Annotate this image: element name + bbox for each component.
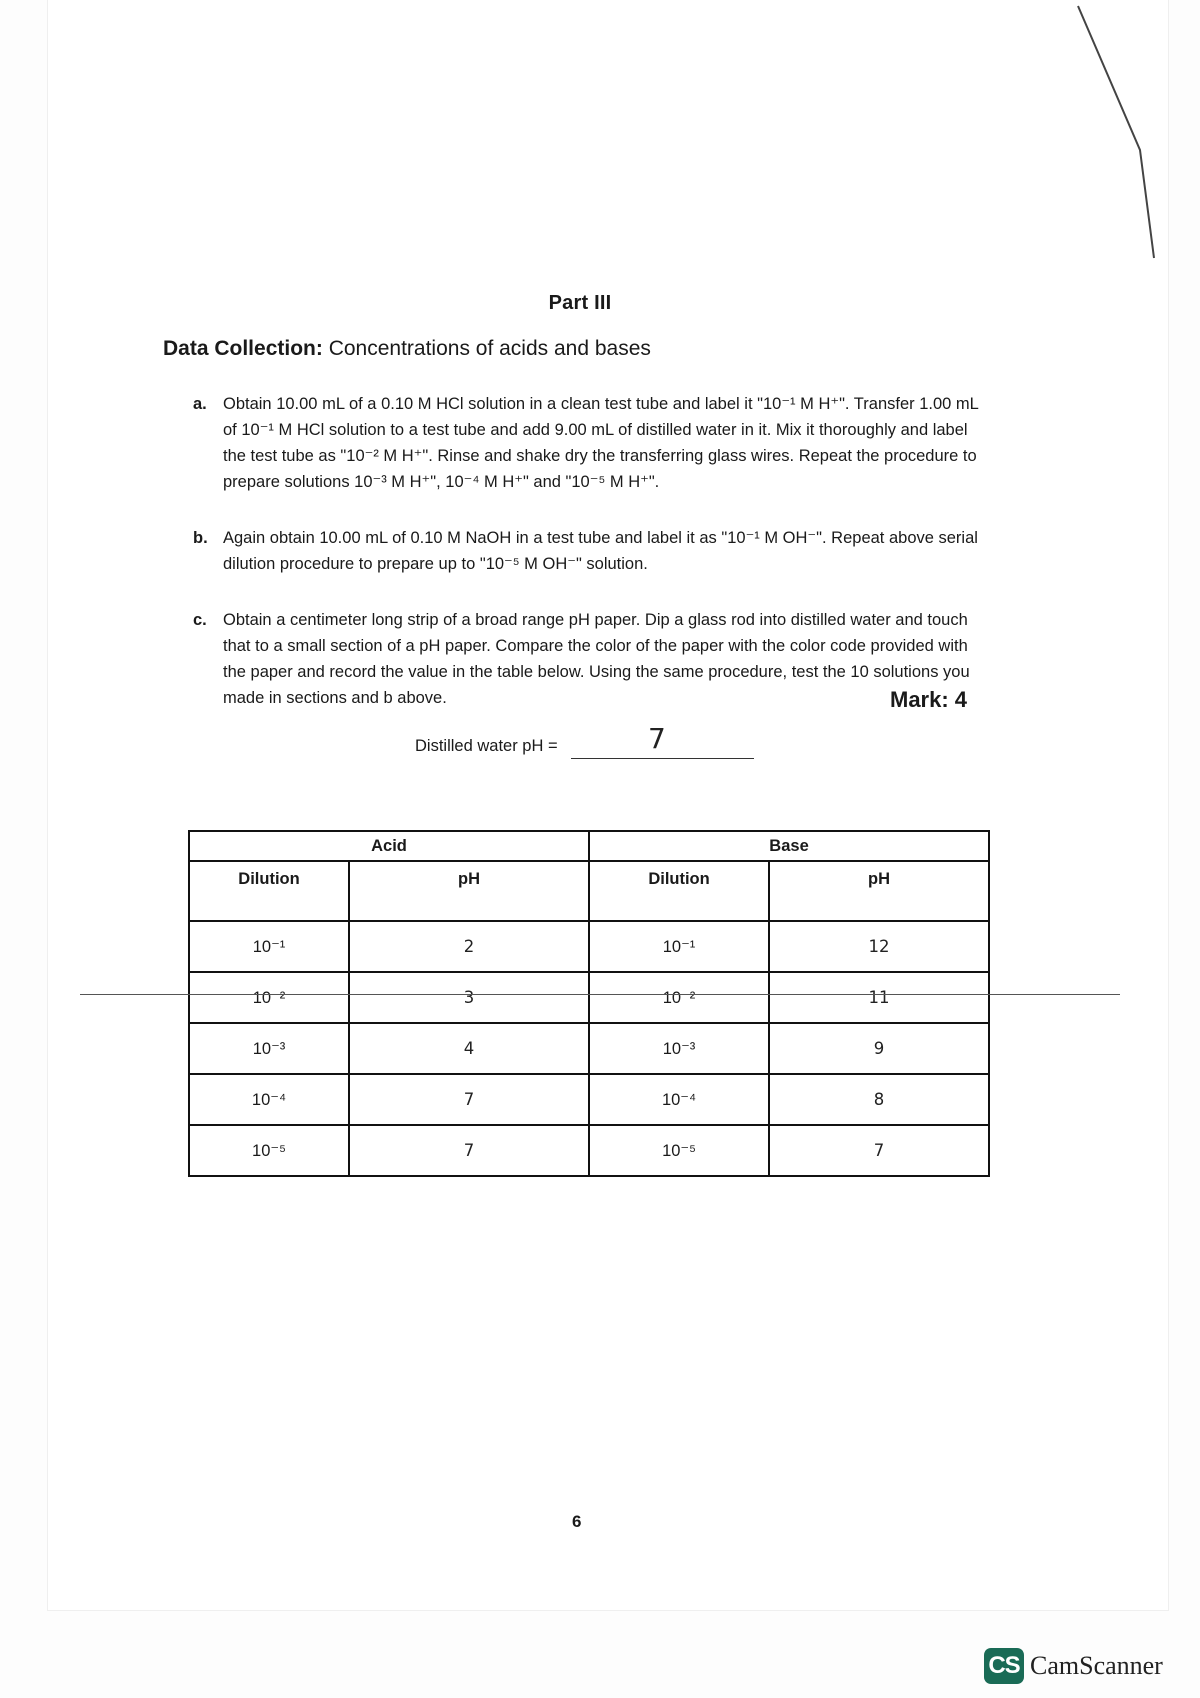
- item-letter: c.: [193, 611, 207, 629]
- acid-ph-cell: 2: [349, 921, 589, 972]
- item-text: Obtain 10.00 mL of a 0.10 M HCl solution in a clean test tube and label it "10⁻¹ M H⁺". Transfer 1.00 mL of 10⁻¹ M HCl solution to a test tube and add 9.00 mL of distilled water in it. Mix it thoroughly and label the test tube as "10⁻² M H⁺". Rinse and shake dry the transferring glass wires. Repeat the procedure to prepare solutions 10⁻³ M H⁺", 10⁻⁴ M H⁺" and "10⁻⁵ M H⁺".: [223, 395, 979, 491]
- ph-results-table: [188, 830, 990, 1177]
- answer-underline: [571, 758, 754, 759]
- mark-label: Mark: 4: [890, 687, 968, 712]
- acid-dilution-cell: 10⁻³: [189, 1023, 349, 1074]
- table-row: [189, 972, 989, 1023]
- table-row: [189, 1023, 989, 1074]
- acid-ph-cell: 4: [349, 1023, 589, 1074]
- distilled-water-ph-value: 7: [648, 722, 666, 755]
- base-dilution-cell: 10⁻⁵: [589, 1125, 769, 1176]
- base-ph-cell: 12: [769, 921, 989, 972]
- scanned-page: [48, 0, 1168, 1610]
- base-dilution-cell: 10⁻²: [589, 972, 769, 1023]
- acid-dilution-cell: 10⁻¹: [189, 921, 349, 972]
- page-number: 6: [572, 1512, 582, 1531]
- acid-group-header: Acid: [189, 831, 589, 861]
- acid-ph-cell: 3: [349, 972, 589, 1023]
- acid-dilution-cell: 10⁻²: [189, 972, 349, 1023]
- base-group-header: Base: [589, 831, 989, 861]
- base-dilution-cell: 10⁻³: [589, 1023, 769, 1074]
- section-heading-label: Data Collection:: [163, 337, 323, 360]
- scan-artifact-line: [80, 994, 1120, 995]
- instruction-item-b: [195, 525, 995, 577]
- acid-dilution-cell: 10⁻⁵: [189, 1125, 349, 1176]
- acid-ph-header: pH: [349, 861, 589, 921]
- base-dilution-cell: 10⁻⁴: [589, 1074, 769, 1125]
- item-text: Again obtain 10.00 mL of 0.10 M NaOH in a test tube and label it as "10⁻¹ M OH⁻". Repeat above serial dilution procedure to prepare up to "10⁻⁵ M OH⁻" solution.: [223, 529, 978, 573]
- table-row: [189, 1074, 989, 1125]
- base-ph-cell: 7: [769, 1125, 989, 1176]
- acid-dilution-header: Dilution: [189, 861, 349, 921]
- acid-ph-cell: 7: [349, 1074, 589, 1125]
- camscanner-watermark: [984, 1648, 1163, 1684]
- base-dilution-header: Dilution: [589, 861, 769, 921]
- instruction-item-c: [195, 607, 995, 711]
- camscanner-logo-icon: CS: [984, 1648, 1024, 1684]
- base-dilution-cell: 10⁻¹: [589, 921, 769, 972]
- base-ph-header: pH: [769, 861, 989, 921]
- item-letter: a.: [193, 395, 207, 413]
- table-row: [189, 1125, 989, 1176]
- scan-artifact-line: [1070, 0, 1160, 260]
- camscanner-name: CamScanner: [1030, 1651, 1163, 1680]
- table-row: [189, 921, 989, 972]
- distilled-water-label: Distilled water pH =: [415, 737, 558, 755]
- section-heading: [163, 337, 651, 361]
- base-ph-cell: 9: [769, 1023, 989, 1074]
- section-heading-text: Concentrations of acids and bases: [322, 337, 651, 360]
- item-text: Obtain a centimeter long strip of a broad range pH paper. Dip a glass rod into distilled water and touch that to a small section of a pH paper. Compare the color of the paper with the color code provided with the paper and record the value in the table below. Using the same procedure, test the 10 solutions you made in sections and b above.: [223, 611, 970, 707]
- acid-ph-cell: 7: [349, 1125, 589, 1176]
- page-title: Part III: [548, 292, 612, 314]
- item-letter: b.: [193, 529, 208, 547]
- instruction-item-a: [195, 391, 995, 495]
- base-ph-cell: 11: [769, 972, 989, 1023]
- acid-dilution-cell: 10⁻⁴: [189, 1074, 349, 1125]
- base-ph-cell: 8: [769, 1074, 989, 1125]
